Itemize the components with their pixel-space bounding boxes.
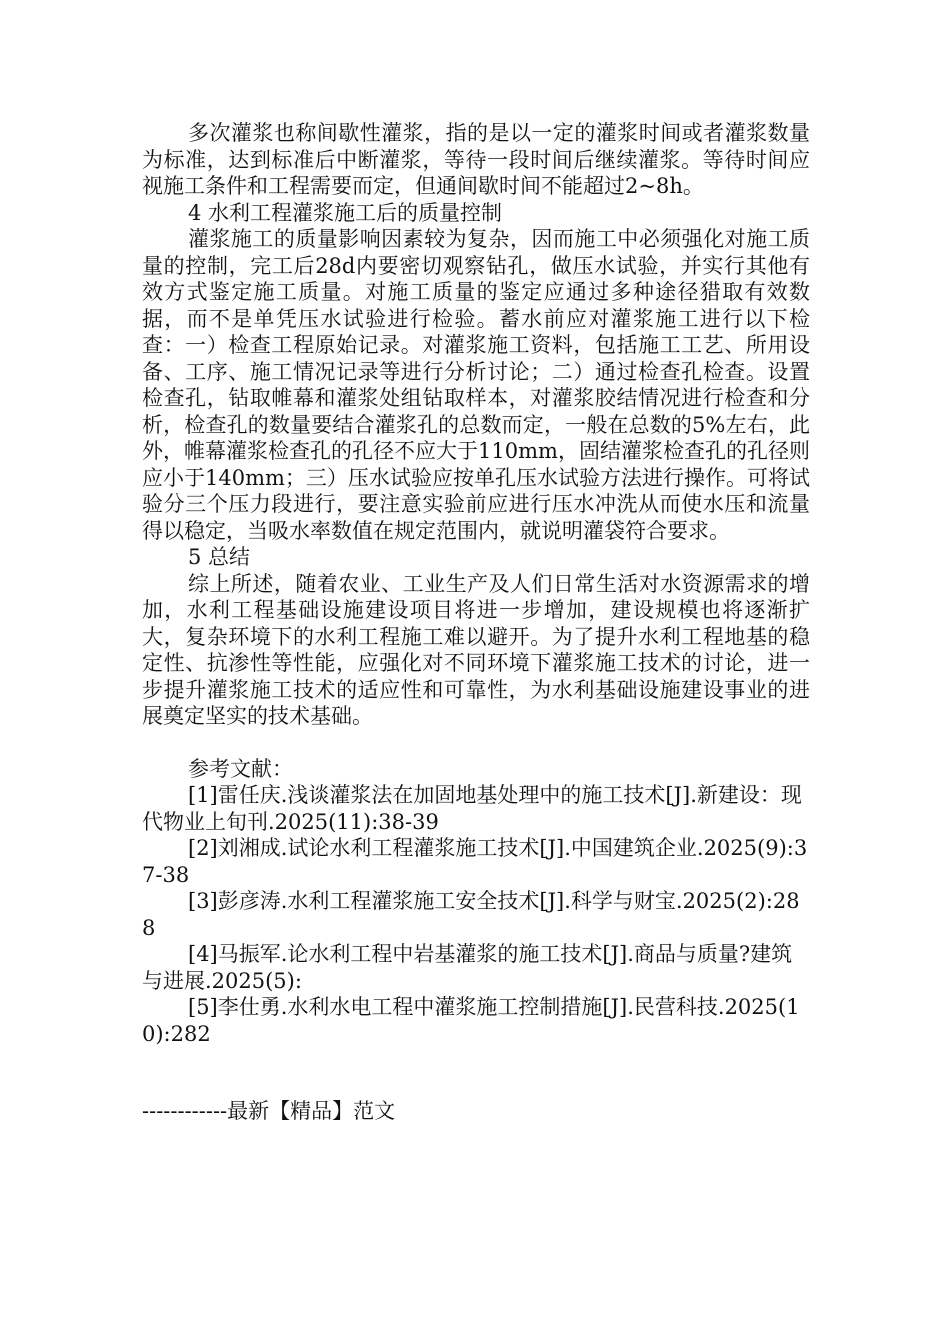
references-title: 参考文献： xyxy=(188,756,293,781)
footer-text: ------------最新【精品】范文 xyxy=(142,1099,396,1123)
paragraph-conclusion: 综上所述，随着农业、工业生产及人们日常生活对水资源需求的增加，水利工程基础设施建设项目将进一步增加，建设规模也将逐渐扩大，复杂环境下的水利工程施工难以避开。为了提升水利工程地基的稳定性、抗渗性等性能，应强化对不同环境下灌浆施工技术的讨论，进一步提升灌浆施工技术的适应性和可靠性，为水利基础设施建设事业的进展奠定坚实的技术基础。 xyxy=(142,571,810,728)
reference-item-1: [1]雷任庆.浅谈灌浆法在加固地基处理中的施工技术[J].新建设：现代物业上旬刊.2025(11):38-39 xyxy=(142,783,802,834)
reference-item-5: [5]李仕勇.水利水电工程中灌浆施工控制措施[J].民营科技.2025(10):282 xyxy=(142,995,800,1046)
paragraph-quality-control: 灌浆施工的质量影响因素较为复杂，因而施工中必须强化对施工质量的控制，完工后28d内要密切观察钻孔，做压水试验，并实行其他有效方式鉴定施工质量。对施工质量的鉴定应通过多种途径猎取有效数据，而不是单凭压水试验进行检验。蓄水前应对灌浆施工进行以下检查：一）检查工程原始记录。对灌浆施工资料，包括施工工艺、所用设备、工序、施工情况记录等进行分析讨论；二）通过检查孔检查。设置检查孔，钻取帷幕和灌浆处组钻取样本，对灌浆胶结情况进行检查和分析，检查孔的数量要结合灌浆孔的总数而定，一般在总数的5%左右，此外，帷幕灌浆检查孔的孔径不应大于110mm，固结灌浆检查孔的孔径则应小于140mm；三）压水试验应按单孔压水试验方法进行操作。可将试验分三个压力段进行，要注意实验前应进行压水冲洗从而使水压和流量得以稳定，当吸水率数值在规定范围内，就说明灌袋符合要求。 xyxy=(142,227,810,543)
references-list xyxy=(142,782,810,1047)
document-body xyxy=(142,120,810,1047)
section-heading-4: 4 水利工程灌浆施工后的质量控制 xyxy=(188,200,503,225)
reference-item-2: [2]刘湘成.试论水利工程灌浆施工技术[J].中国建筑企业.2025(9):37-38 xyxy=(142,836,808,887)
paragraph-intermittent-grouting: 多次灌浆也称间歇性灌浆，指的是以一定的灌浆时间或者灌浆数量为标准，达到标准后中断灌浆，等待一段时间后继续灌浆。等待时间应视施工条件和工程需要而定，但通间歇时间不能超过2~8h。 xyxy=(142,121,810,198)
reference-item-3: [3]彭彦涛.水利工程灌浆施工安全技术[J].科学与财宝.2025(2):288 xyxy=(142,889,800,940)
section-heading-5: 5 总结 xyxy=(188,545,251,569)
reference-item-4: [4]马振军.论水利工程中岩基灌浆的施工技术[J].商品与质量?建筑与进展.2025(5): xyxy=(142,942,793,993)
